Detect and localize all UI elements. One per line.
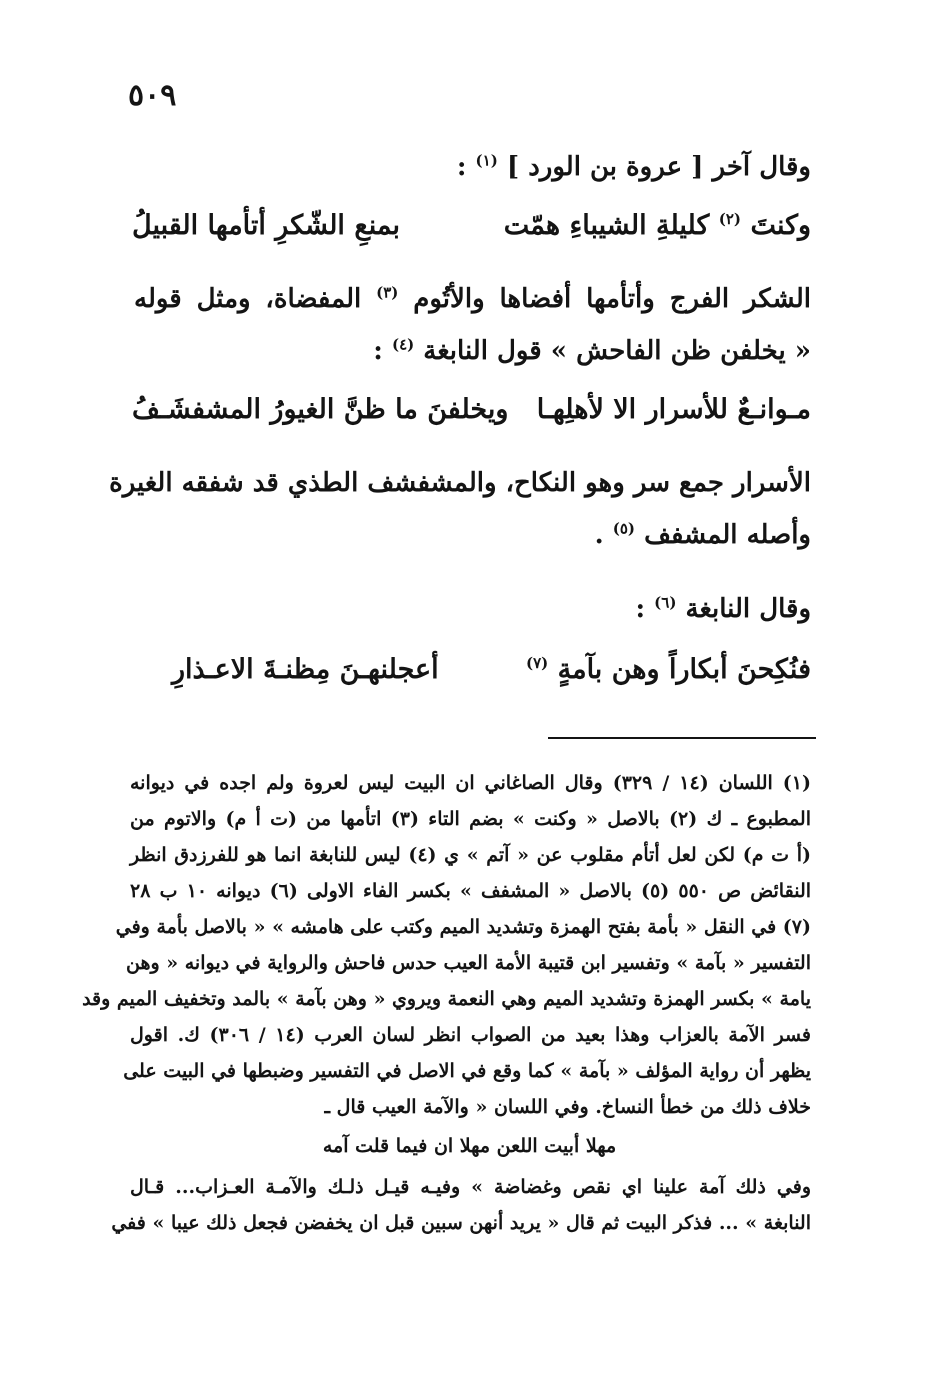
prose-text: . (594, 520, 604, 550)
heading-colon: : (635, 594, 646, 624)
prose-line: الأسرار جمع سر وهو النكاح، والمشفشف الطذي قد شفقه الغيرة (109, 468, 811, 498)
prose-line (373, 336, 811, 366)
hemistich-text: كليلةِ الشيباءِ همّت (503, 210, 710, 241)
prose-text: المفضاة، ومثل قوله (134, 284, 362, 314)
prose-text: الشكر الفرج وأتأمها أفضاها والأتُوم (413, 284, 812, 314)
hemistich-text: فنُكِحنَ أبكاراً وهن بآمةٍ (557, 654, 811, 685)
footnote-ref: (٣) (376, 283, 399, 302)
footnote-line: المطبوع ـ ك (٢) بالاصل « وكنت » بضم التاء (٣) اتأمها من (ت أ م) والاتوم من (130, 808, 811, 830)
hemistich-text: وكنتَ (750, 210, 811, 241)
prose-text: : (373, 336, 383, 366)
page-number: ٥٠٩ (128, 78, 177, 113)
footnote-ref: (٢) (718, 210, 742, 228)
footnote-line: (أ ت م) لكن لعل أتأم مقلوب عن « آتم » ي (٤) ليس للنابغة انما هو للفرزدق انظر (130, 844, 811, 866)
verse-intro-heading (457, 152, 811, 182)
verse-intro-heading (636, 594, 812, 624)
footnote-ref: (٦) (654, 593, 677, 612)
footnote-line: النابغة » ... فذكر البيت ثم قال « يريد أنهن سبين قبل ان يخفضن فجعل ذلك عيبا » ففي (111, 1212, 811, 1234)
heading-text: وقال آخر [ عروة بن الورد ] (506, 152, 811, 182)
footnote-line: التفسير « بآمة » وتفسير ابن قتيبة الأمة العيب حدس فاحش والرواية في ديوانه « وهن (125, 952, 811, 974)
heading-text: وقال النابغة (685, 594, 811, 624)
prose-text: « يخلفن ظن الفاحش » قول النابغة (423, 336, 811, 366)
footnote-ref: (٤) (391, 335, 415, 354)
footnote-ref: (٧) (525, 654, 549, 672)
verse-hemistich-right (526, 654, 811, 685)
footnote-line: النقائض ص ٥٥٠ (٥) بالاصل « المشفف » بكسر الفاء الاولى (٦) ديوانه ١٠ ب ٢٨ (130, 880, 812, 902)
verse-hemistich-left: أعجلنهـنَ مِظنـةَ الاعـذارِ (172, 654, 439, 685)
footnote-verse: مهلا أبيت اللعن مهلا ان فيما قلت آمه (322, 1135, 617, 1157)
footnote-line: (١) اللسان (١٤ / ٣٢٩) وقال الصاغاني ان البيت ليس لعروة ولم اجده في ديوانه (130, 772, 811, 794)
heading-colon: : (456, 152, 467, 182)
verse-hemistich-right (504, 210, 811, 241)
footnote-separator (548, 737, 816, 739)
footnote-line: (٧) في النقل « بأمة بفتح الهمزة وتشديد الميم وكتب على هامشه » « بالاصل بأمة وفي (115, 916, 811, 938)
verse-hemistich-right: مـوانـعٌ للأسرار الا لأهلِهـا (536, 394, 811, 425)
footnote-ref: (٥) (612, 519, 636, 538)
footnote-line: فسر الآمة بالعزاب وهذا بعيد من الصواب انظر لسان العرب (١٤ / ٣٠٦) ك. اقول (130, 1024, 811, 1046)
footnote-ref: (١) (475, 151, 498, 170)
footnote-line: يامة » بكسر الهمزة وتشديد الميم وهي النعمة ويروي « وهن بآمة » بالمد وتخفيف الميم وقد (82, 988, 811, 1010)
footnote-line: يظهر أن رواية المؤلف « بآمة » كما وقع في الاصل في التفسير وضبطها في البيت على (123, 1060, 811, 1082)
footnote-line: وفي ذلك آمة علينا اي نقص وغضاضة » وفيـه قيـل ذلـك والآمـة العـزاب... قـال (130, 1176, 811, 1198)
footnote-line: خلاف ذلك من خطأ النساخ. وفي اللسان « والآمة العيب قال ـ (324, 1096, 811, 1118)
verse-hemistich-left: ويخلفنَ ما ظنَّ الغيورُ المشفشَـفُ (132, 394, 509, 425)
prose-line (134, 284, 811, 314)
verse-hemistich-left: بمنعِ الشّكرِ أتأمها القبيلُ (132, 210, 400, 241)
prose-line (595, 520, 811, 550)
prose-text: وأصله المشفف (644, 520, 811, 550)
